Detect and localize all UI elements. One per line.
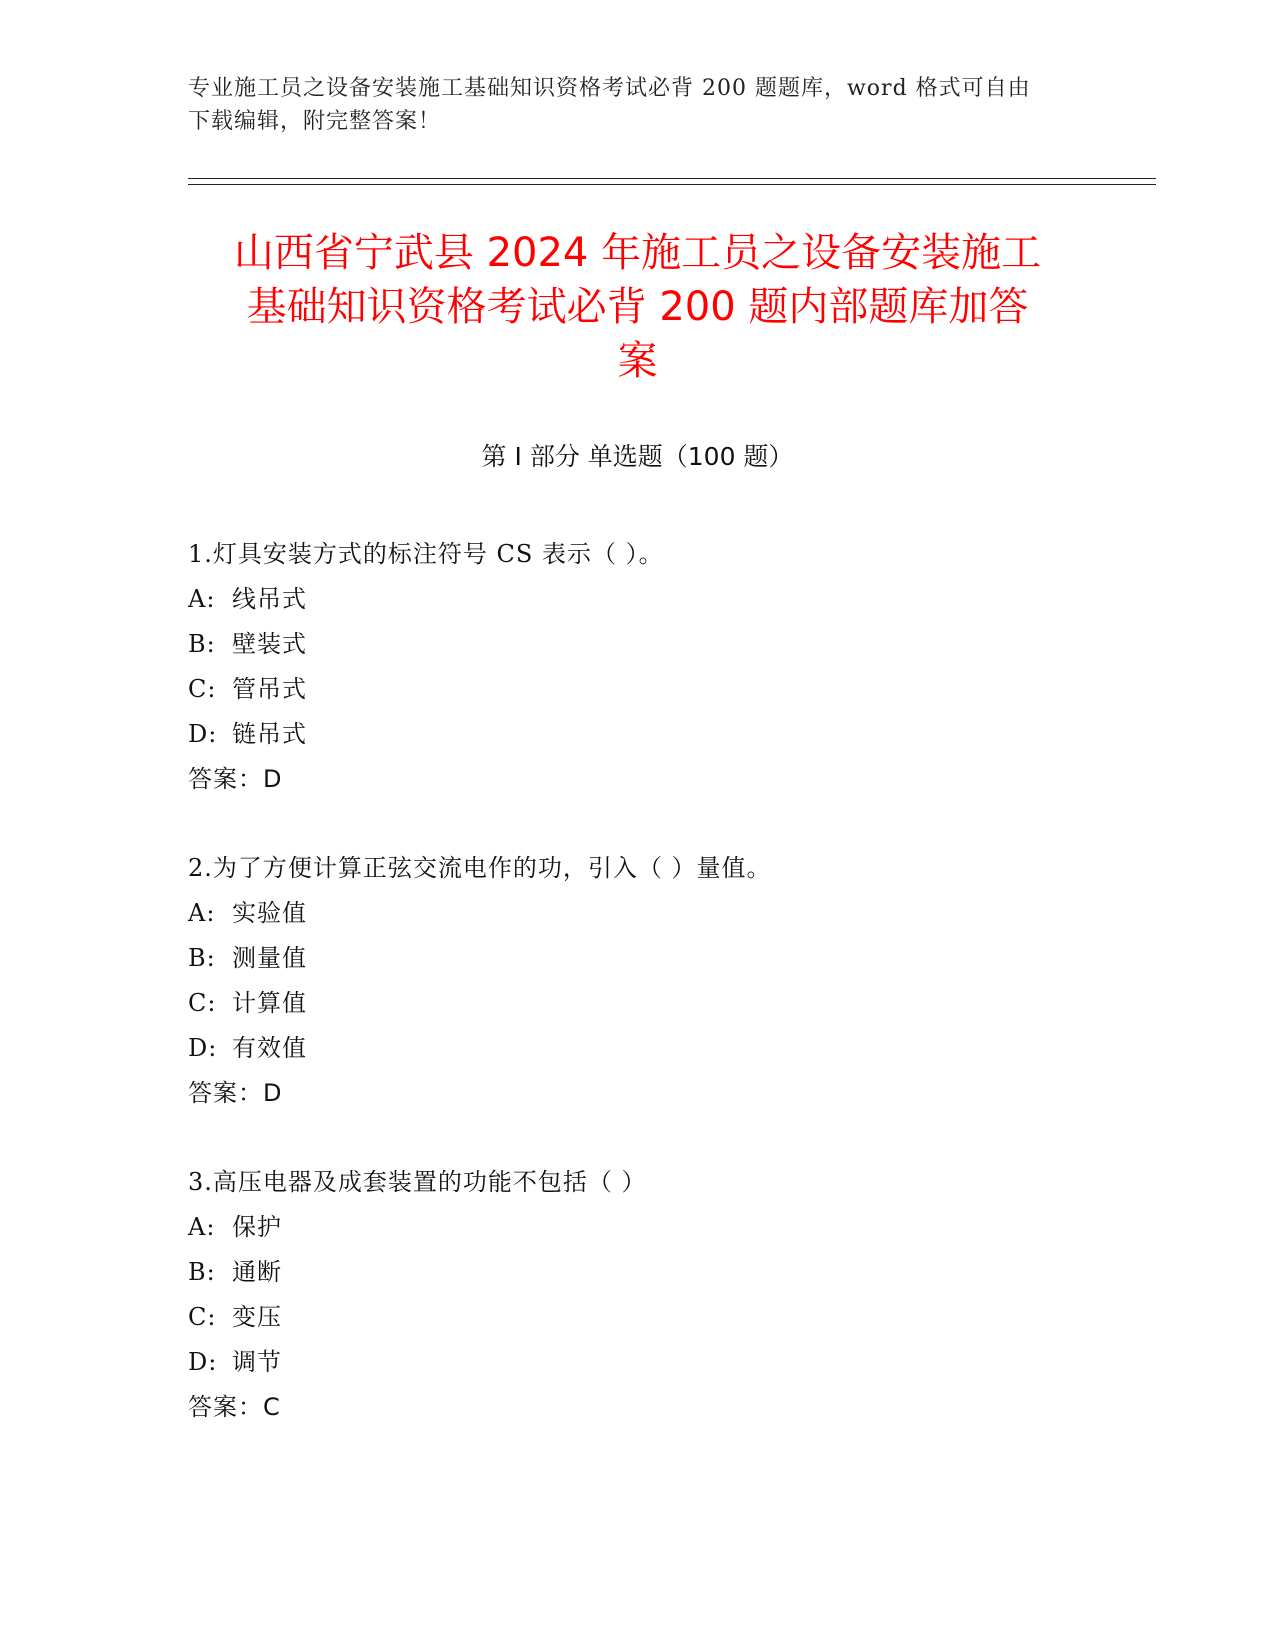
answer-label: 答案： xyxy=(188,1393,263,1421)
option-text: 通断 xyxy=(232,1258,282,1286)
answer-line xyxy=(188,1071,1148,1116)
option-text: 实验值 xyxy=(232,899,307,927)
option-text: 保护 xyxy=(232,1213,282,1241)
document-title xyxy=(160,226,1115,388)
option-text: 线吊式 xyxy=(232,585,307,613)
option-letter: D: xyxy=(188,720,218,748)
question-list xyxy=(188,532,1148,1474)
option-text: 测量值 xyxy=(232,944,307,972)
option-b xyxy=(188,1250,1148,1295)
option-text: 调节 xyxy=(232,1348,282,1376)
option-b xyxy=(188,622,1148,667)
question-3 xyxy=(188,1160,1148,1430)
option-b xyxy=(188,936,1148,981)
header-note-line-1: 专业施工员之设备安装施工基础知识资格考试必背 200 题题库，word 格式可自由 xyxy=(188,76,1031,101)
answer-line xyxy=(188,1385,1148,1430)
option-letter: D: xyxy=(188,1348,218,1376)
header-divider-bottom xyxy=(188,184,1156,185)
header-note xyxy=(188,72,1088,138)
option-c xyxy=(188,667,1148,712)
document-title-line-1: 山西省宁武县 2024 年施工员之设备安装施工 xyxy=(233,230,1042,276)
option-text: 变压 xyxy=(232,1303,282,1331)
question-stem: 2.为了方便计算正弦交流电作的功，引入（ ）量值。 xyxy=(188,854,772,882)
option-d xyxy=(188,712,1148,757)
answer-label: 答案： xyxy=(188,765,263,793)
answer-value: D xyxy=(263,765,283,793)
answer-line xyxy=(188,757,1148,802)
question-1 xyxy=(188,532,1148,802)
option-letter: C: xyxy=(188,675,217,703)
answer-label: 答案： xyxy=(188,1079,263,1107)
option-letter: A: xyxy=(188,899,216,927)
option-text: 链吊式 xyxy=(232,720,307,748)
option-c xyxy=(188,1295,1148,1340)
option-a xyxy=(188,891,1148,936)
document-title-line-2: 基础知识资格考试必背 200 题内部题库加答 xyxy=(246,284,1029,330)
option-a xyxy=(188,577,1148,622)
option-d xyxy=(188,1026,1148,1071)
option-letter: B: xyxy=(188,1258,216,1286)
option-d xyxy=(188,1340,1148,1385)
option-letter: B: xyxy=(188,944,216,972)
option-text: 壁装式 xyxy=(232,630,307,658)
option-letter: C: xyxy=(188,1303,217,1331)
question-stem: 3.高压电器及成套装置的功能不包括（ ） xyxy=(188,1168,647,1196)
question-2 xyxy=(188,846,1148,1116)
option-text: 计算值 xyxy=(232,989,307,1017)
header-note-line-2: 下载编辑，附完整答案！ xyxy=(188,109,442,134)
question-stem: 1.灯具安装方式的标注符号 CS 表示（ ）。 xyxy=(188,540,664,568)
option-letter: C: xyxy=(188,989,217,1017)
option-c xyxy=(188,981,1148,1026)
document-title-line-3: 案 xyxy=(617,338,658,384)
option-letter: B: xyxy=(188,630,216,658)
option-a xyxy=(188,1205,1148,1250)
option-text: 有效值 xyxy=(232,1034,307,1062)
header-divider-top xyxy=(188,178,1156,179)
option-letter: A: xyxy=(188,1213,216,1241)
option-letter: D: xyxy=(188,1034,218,1062)
section-heading: 第 I 部分 单选题（100 题） xyxy=(481,442,794,471)
option-letter: A: xyxy=(188,585,216,613)
answer-value: C xyxy=(263,1393,281,1421)
option-text: 管吊式 xyxy=(232,675,307,703)
answer-value: D xyxy=(263,1079,283,1107)
